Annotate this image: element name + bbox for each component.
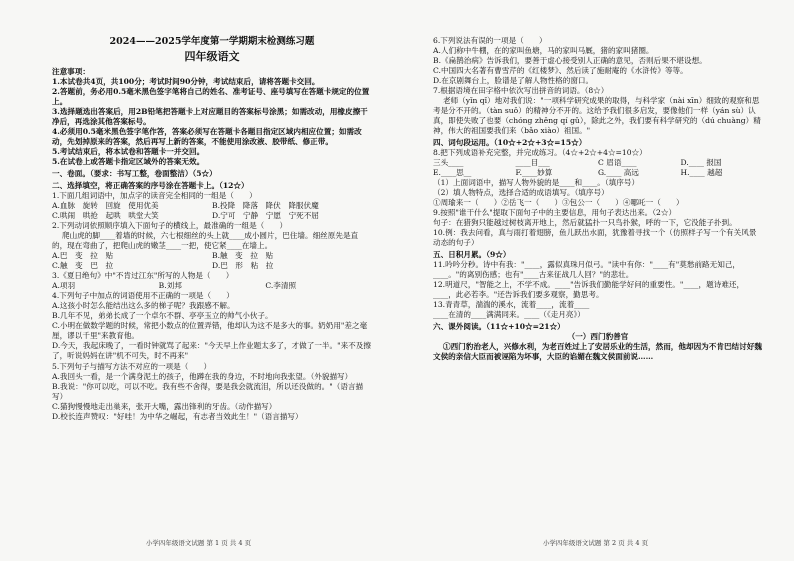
option: A.我回头一看，是一个满身泥土的孩子，他蹲在我的身边，不时地向我张望。（外貌描写） [52, 371, 353, 381]
option: C.中国四大名著有曹雪芹的《红楼梦》、然后读了施耐庵的《水浒传》等等。 [433, 66, 688, 76]
question-8-row [433, 158, 763, 168]
right-column [433, 36, 763, 363]
question-11: 11.吟吟分秒。诗中有我："____，露似真珠月似弓。"读中有你："____有"莫愁前路无知己，____。"的离别伤感；也有"____古来征战几人回？"的悲壮。 [433, 260, 741, 280]
option: D.在京剧舞台上，脸谱是了解人物性格的窗口。 [433, 76, 594, 86]
exam-subtitle: 四年级语文 [184, 49, 240, 63]
page-footer: 小学四年级语文试题 第 1 页 共 4 页 [145, 539, 252, 547]
passage-text: ①西门豹治老人，兴修水利，为老百姓过上了安居乐业的生活，然而，他却因为不肯巴结讨好魏文侯的亲信大臣而被诬陷为坏事，大臣的谄媚在魏文侯面前说…… [433, 342, 762, 362]
notice-item: 4.必须用0.5毫米黑色签字笔作答，答案必须写在答题卡各题目指定区域内相应位置；如需改动，先划掉原来的答案，然后再写上新的答案，不能使用涂改液、胶带纸、修正带。 [52, 127, 362, 147]
question-8-part: （1）上面词语中，描写人物外貌的是____和____。（填序号） [433, 178, 640, 188]
notice-item: 2.答题前，务必用0.5毫米黑色签字笔将自己的姓名、准考证号、座号填写在答题卡规定的位置上。 [52, 87, 370, 107]
question-8: 8.把下列成语补充完整，并完成练习。（4☆+2☆+4☆=10☆） [433, 148, 647, 158]
question-7: 7.根据语境在田字格中依次写出拼音的词语。（8☆） [433, 86, 609, 96]
option: D.巴 形 粘 拉 [212, 261, 274, 271]
option: C.触 变 巴 拉 [52, 261, 114, 271]
question-3-options [52, 281, 372, 291]
question-13: 13.青青草，湍湍的溪水，流着____，流着____ [433, 300, 590, 310]
idiom-blank: 三头____ [433, 158, 464, 168]
idiom-blank: H.____ 越超 [680, 168, 723, 178]
option: A.人们称中牛棚，在的家叫鱼塘，马的家叫马厩，猪的家叫猪圈。 [433, 46, 654, 56]
passage-title: （一）西门豹善官 [567, 332, 629, 342]
idiom-blank: G.____ 高远 [598, 168, 639, 178]
exam-title: 2024——2025学年度第一学期期末检测练习题 [109, 36, 315, 47]
question-8-row [433, 168, 763, 178]
left-column [52, 36, 372, 422]
question-8-part: ①周瑜来一（ ）②岳飞一（ ）③包公一（ ）④哪吒一（ ） [433, 198, 684, 208]
option: C.李清照 [265, 281, 297, 291]
option: C.哄闹 哄抢 起哄 哄堂大笑 [52, 211, 159, 221]
idiom-blank: C 眉语____ [598, 158, 637, 168]
section-1-heading: 一、卷面。（要求：书写工整，卷面整洁）（5☆） [52, 169, 217, 179]
question-4: 4.下列句子中加点的词语使用不正确的一项是（ ） [52, 291, 234, 301]
question-2-options [52, 261, 372, 271]
question-13-cont: ____在清的____满满同来。____（《走月亮》） [433, 310, 585, 320]
question-2: 2.下列动词依照顺序填入下面句子的横线上，最准确的一组是（ ） [52, 221, 288, 231]
option: B.几年不见，弟弟长成了一个卓尔不群、亭亭玉立的帅气小伙子。 [52, 311, 273, 321]
option: D.校长连声赞叹："好哇！为中华之崛起，有志者当效此生！"（语言描写） [52, 411, 303, 421]
option: C.小明在做数学题的时候，常把小数点的位置弄错，他却认为这不是多大的事。奶奶用"差之毫厘，谬以千里"来教育他。 [52, 321, 368, 341]
option: B.投降 降落 降伏 降服伏魔 [212, 201, 319, 211]
right-page [397, 0, 794, 561]
question-1-options [52, 201, 372, 211]
option: B.触 变 拉 贴 [212, 251, 274, 261]
option: B.我说："你可以吃，可以不吃。我有些不舍得，要是我会就流泪，所以还没做的。"（语言描写） [52, 381, 364, 401]
question-12: 12.明道尺，"智能之上，不学不成。____"告诉我们勤能学好问的重要性。"____，题诗难还，____，此必若李。"还告诉我们要多观察，勤思考。 [433, 280, 745, 300]
notice-item: 1.本试卷共4页，共100分；考试时间90分钟，考试结束后，请将答题卡交回。 [52, 77, 320, 87]
notice-heading: 注意事项： [52, 67, 90, 77]
option: A.巴 变 拉 贴 [52, 251, 114, 261]
option: B.刘邦 [158, 281, 182, 291]
question-2-text: 爬山虎的脚____着墙的时候，六七根细丝的头上就____成小圆片，巴住墙。细丝原先是直的，现在弯曲了，把爬山虎的嫩茎____一把，使它紧____在墙上。 [52, 231, 359, 251]
option: D.今天，我起床晚了，一看时钟就骂了起来："今天早上作业题太多了，才做了一半。"来不及擦了，听说妈妈在讲"机不可失，时不再来" [52, 341, 371, 361]
section-5-heading: 五、日积月累。（9☆） [433, 250, 511, 260]
question-6: 6.下列说法有误的一项是（ ） [433, 36, 547, 45]
idiom-blank: D.____ 报国 [680, 158, 722, 168]
question-7-text: 老师（yǐn qǐ）地对我们说："一项科学研究成果的取得，与科学家（nài xīn）细致的观察和思考是分不开的。（tàn suǒ）的精神分不开的。这给予我们很多启发，要像他们一样（yán sù）认真，即使失败了也要（chóng zhěng qí gǔ），除此之外，我们要有科学研究的（dú chuàng）精神，伟大的祖国要我们来（bǎo xiào）祖国。" [433, 96, 761, 136]
idiom-blank: E.____思__ [433, 168, 472, 178]
idiom-blank: ____目___ [515, 158, 550, 168]
option: C.猫狗慢慢地走出巢来，张开大嘴，露出锋利的牙齿。（动作描写） [52, 401, 277, 411]
option: D.宁可 宁静 宁愿 宁死不屈 [212, 211, 319, 221]
notice-item: 3.选择题选出答案后，用2B铅笔把答题卡上对应题目的答案标号涂黑；如需改动，用橡皮擦干净后，再选涂其他答案标号。 [52, 107, 368, 127]
question-3: 3.《夏日绝句》中"不肯过江东"所写的人物是（ ） [52, 271, 234, 281]
option: B.《扁鹊治病》告诉我们，要善于虚心接受别人正确的意见，否则后果不堪设想。 [433, 56, 707, 66]
notice-item: 5.在试卷上或答题卡指定区域外的答案无效。 [52, 157, 205, 167]
section-6-heading: 六、课外阅读。（11☆+10☆=21☆） [433, 322, 565, 332]
question-9-text: 句子：在猎狗只能越过树枝离开地上，然后就猛扑一只鸟扑猴，呼的一下，它没能子扑到。 [433, 218, 737, 228]
section-2-heading: 二、选择填空，将正确答案的序号涂在答题卡上。（12☆） [52, 181, 249, 191]
question-5: 5.下列句子与描写方法不对应的一项是（ ） [52, 361, 212, 371]
option: A.这孩小时怎么能结出这么多的梯子呢？我跟感不解。 [52, 301, 235, 311]
option: A.血脉 旋转 回旋 使用优美 [52, 201, 159, 211]
question-8-part: （2）填人物特点，选择合适的成语填写。（填序号） [433, 188, 609, 198]
section-4-heading: 四、词句段运用。（10☆+2☆+3☆=15☆） [433, 138, 587, 148]
idiom-blank: F.____妙算 [515, 168, 553, 178]
question-10: 10.例：我去问看，真与雨打着翅膀，鱼儿跃出水面，犹豫着寻找一个（仿照样子写一个有关风景动态的句子） [433, 228, 757, 248]
notice-item: 5.考试结束后，将本试卷和答题卡一并交回。 [52, 147, 205, 157]
question-1: 1.下面几组词语中，加点字的读音完全相同的一组是（ ） [52, 191, 257, 201]
option: A.项羽 [52, 281, 76, 291]
page-footer: 小学四年级语文试题 第 2 页 共 4 页 [542, 539, 649, 547]
question-9: 9.按照"谁干什么"提取下面句子中的主要信息，用句子表达出来。（2☆） [433, 208, 677, 218]
question-2-options [52, 251, 372, 261]
question-1-options [52, 211, 372, 221]
